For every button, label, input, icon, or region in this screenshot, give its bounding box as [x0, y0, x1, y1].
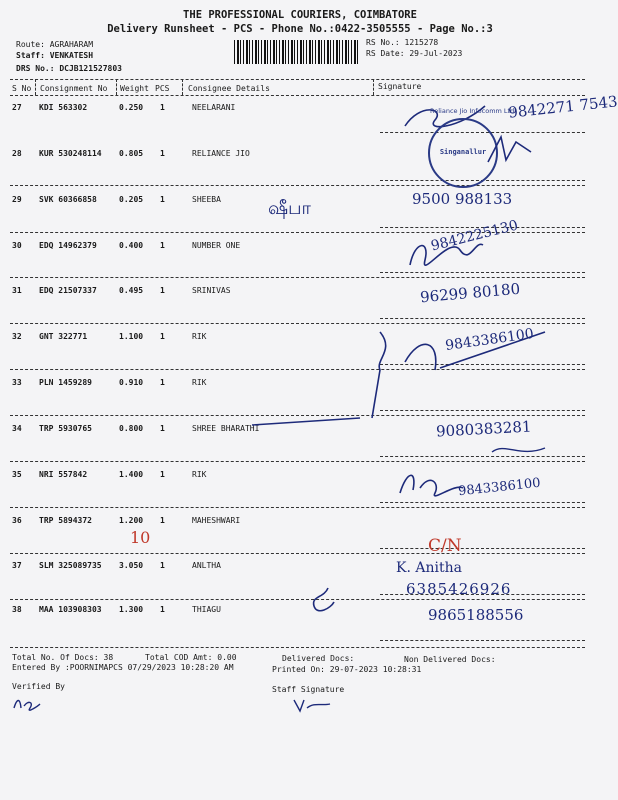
row-consignee: RELIANCE JIO — [192, 149, 250, 158]
row-weight: 0.800 — [119, 424, 144, 433]
row-consignee: NEELARANI — [192, 103, 236, 112]
row-weight: 0.495 — [119, 286, 144, 295]
row-consignee: RIK — [192, 470, 207, 479]
row-rule — [10, 599, 585, 600]
runsheet-subtitle: Delivery Runsheet - PCS - Phone No.:0422-3505555 - Page No.:3 — [107, 23, 493, 35]
row-pcs: 1 — [160, 605, 165, 614]
row-sno: 32 — [12, 332, 22, 341]
handwritten-phone: 9843386100 — [457, 475, 542, 500]
rs-date: RS Date: 29-Jul-2023 — [366, 49, 463, 58]
row-consignment-no: EDQ 14962379 — [39, 241, 97, 250]
table-top-rule — [10, 79, 585, 80]
col-header-weight: Weight — [120, 84, 149, 93]
total-cod: Total COD Amt: 0.00 — [145, 653, 237, 662]
row-pcs: 1 — [160, 103, 165, 112]
row-consignment-no: KUR 530248114 — [39, 149, 102, 158]
signature-scribble — [395, 468, 465, 498]
row-rule — [10, 553, 585, 554]
handwritten-mark: 10 — [130, 528, 151, 547]
non-delivered-docs: Non Delivered Docs: — [404, 655, 496, 664]
row-consignment-no: NRI 557842 — [39, 470, 88, 479]
row-rule — [10, 507, 585, 508]
company-title: THE PROFESSIONAL COURIERS, COIMBATORE — [183, 9, 417, 21]
handwritten-phone: 9842271 7543 — [507, 92, 618, 122]
row-sno: 28 — [12, 149, 22, 158]
signature-scribble — [490, 440, 550, 460]
row-consignee: ANLTHA — [192, 561, 221, 570]
row-sno: 30 — [12, 241, 22, 250]
row-sno: 35 — [12, 470, 22, 479]
handwritten-phone: 9080383281 — [435, 417, 532, 441]
signature-rule — [380, 318, 585, 319]
delivered-docs: Delivered Docs: — [282, 654, 355, 663]
header-bottom-rule — [10, 95, 585, 96]
row-pcs: 1 — [160, 516, 165, 525]
signature-rule — [380, 502, 585, 503]
row-pcs: 1 — [160, 378, 165, 387]
row-sno: 27 — [12, 103, 22, 112]
row-pcs: 1 — [160, 241, 165, 250]
col-header-sno: S No — [12, 84, 32, 93]
barcode — [234, 40, 358, 64]
row-sno: 37 — [12, 561, 22, 570]
col-header-consignment: Consignment No — [40, 84, 108, 93]
entered-by: Entered By :POORNIMAPCS 07/29/2023 10:28:20 AM — [12, 663, 234, 672]
row-sno: 31 — [12, 286, 22, 295]
handwritten-phone: 9500 988133 — [412, 190, 513, 208]
row-pcs: 1 — [160, 195, 165, 204]
row-pcs: 1 — [160, 424, 165, 433]
table-bottom-rule — [10, 647, 585, 648]
signature-rule — [380, 456, 585, 457]
col-divider — [373, 79, 374, 95]
staff-signature — [292, 696, 332, 714]
row-consignment-no: GNT 322771 — [39, 332, 88, 341]
col-divider — [182, 79, 183, 95]
row-sno: 34 — [12, 424, 22, 433]
stamp-place-text: Singanallur — [439, 148, 487, 156]
signature-scribble — [250, 410, 370, 430]
signature-rule — [380, 640, 585, 641]
row-weight: 1.400 — [119, 470, 144, 479]
staff-label: Staff: VENKATESH — [16, 51, 94, 60]
row-sno: 38 — [12, 605, 22, 614]
row-sno: 36 — [12, 516, 22, 525]
row-weight: 0.400 — [119, 241, 144, 250]
handwritten-phone: 6385426926 — [406, 580, 512, 598]
handwritten-name: K. Anitha — [396, 560, 462, 576]
row-consignee: SHEEBA — [192, 195, 221, 204]
row-weight: 3.050 — [119, 561, 144, 570]
row-weight: 0.805 — [119, 149, 144, 158]
handwritten-phone: 9865188556 — [428, 606, 524, 624]
row-rule — [10, 461, 585, 462]
col-header-pcs: PCS — [155, 84, 170, 93]
row-consignment-no: TRP 5930765 — [39, 424, 92, 433]
row-pcs: 1 — [160, 149, 165, 158]
col-header-consignee: Consignee Details — [188, 84, 270, 93]
row-pcs: 1 — [160, 332, 165, 341]
row-weight: 0.205 — [119, 195, 144, 204]
route-label: Route: AGRAHARAM — [16, 40, 94, 49]
row-rule — [10, 277, 585, 278]
row-consignment-no: SLM 325089735 — [39, 561, 102, 570]
row-consignment-no: EDQ 21507337 — [39, 286, 97, 295]
row-rule — [10, 323, 585, 324]
row-consignee: SHREE BHARATHI — [192, 424, 260, 433]
row-weight: 0.250 — [119, 103, 144, 112]
handwritten-phone: 96299 80180 — [419, 279, 521, 307]
signature-scribble — [486, 132, 536, 172]
handwritten-note: C/N — [428, 536, 462, 556]
row-consignee: RIK — [192, 378, 207, 387]
stamp-text: Reliance Jio Infocomm Ltd — [430, 107, 515, 115]
row-sno: 33 — [12, 378, 22, 387]
handwritten-phone: 9843386100 — [444, 325, 535, 355]
col-header-signature: Signature — [378, 82, 422, 91]
staff-signature-label: Staff Signature — [272, 685, 345, 694]
row-consignment-no: MAA 103908303 — [39, 605, 102, 614]
drs-number: DRS No.: DCJB121527803 — [16, 64, 122, 73]
printed-on: Printed On: 29-07-2023 10:28:31 — [272, 665, 422, 674]
row-sno: 29 — [12, 195, 22, 204]
verifier-signature — [12, 696, 42, 712]
signature-rule — [380, 548, 585, 549]
row-weight: 1.200 — [119, 516, 144, 525]
row-weight: 1.100 — [119, 332, 144, 341]
verified-by-label: Verified By — [12, 682, 65, 691]
row-rule — [10, 185, 585, 186]
row-consignee: THIAGU — [192, 605, 221, 614]
col-divider — [116, 79, 117, 95]
row-consignee: MAHESHWARI — [192, 516, 241, 525]
rs-number: RS No.: 1215278 — [366, 38, 439, 47]
signature-rule — [380, 272, 585, 273]
row-consignment-no: KDI 563302 — [39, 103, 88, 112]
row-pcs: 1 — [160, 561, 165, 570]
row-pcs: 1 — [160, 286, 165, 295]
row-consignee: RIK — [192, 332, 207, 341]
handwritten-phone: 9842225130 — [429, 217, 520, 255]
row-weight: 0.910 — [119, 378, 144, 387]
signature-scribble — [405, 230, 485, 270]
col-divider — [35, 79, 36, 95]
row-pcs: 1 — [160, 470, 165, 479]
handwritten-scribble: ஷீபா — [268, 198, 311, 219]
row-consignee: SRINIVAS — [192, 286, 231, 295]
total-docs: Total No. Of Docs: 38 — [12, 653, 114, 662]
row-consignment-no: PLN 1459289 — [39, 378, 92, 387]
row-consignment-no: TRP 5894372 — [39, 516, 92, 525]
row-consignment-no: SVK 60366858 — [39, 195, 97, 204]
row-consignee: NUMBER ONE — [192, 241, 241, 250]
signature-scribble — [306, 586, 336, 612]
row-weight: 1.300 — [119, 605, 144, 614]
